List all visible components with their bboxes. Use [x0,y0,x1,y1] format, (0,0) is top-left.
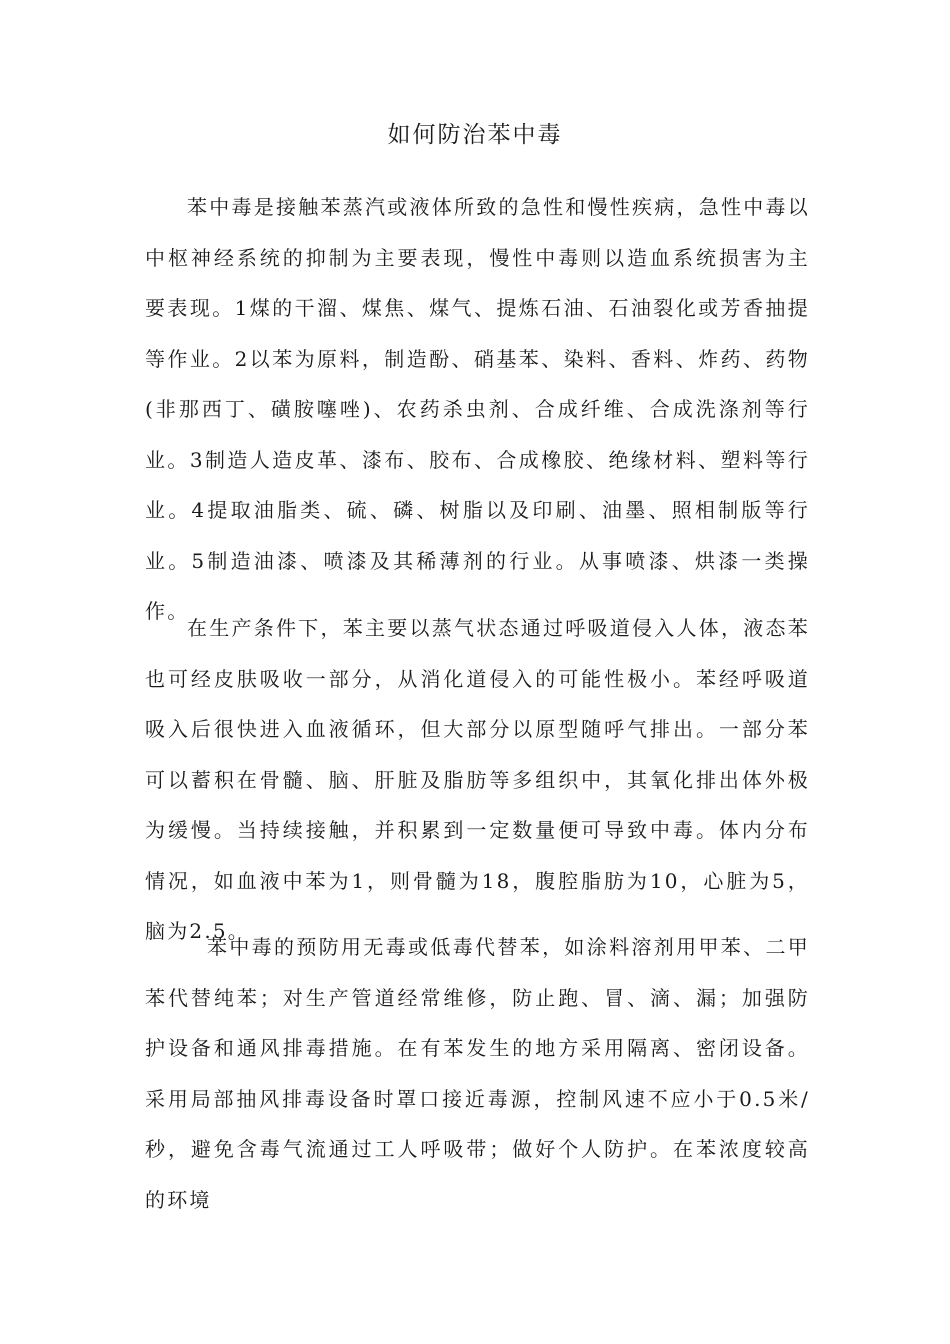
paragraph-block-2 [145,603,810,957]
paragraph-block-1 [145,182,810,637]
document-title: 如何防治苯中毒 [387,122,563,148]
paragraph-benzene-poisoning-overview: 苯中毒是接触苯蒸汽或液体所致的急性和慢性疾病，急性中毒以中枢神经系统的抑制为主要表现，慢性中毒则以造血系统损害为主要表现。1煤的干溜、煤焦、煤气、提炼石油、石油裂化或芳香抽提等作业。2以苯为原料，制造酚、硝基苯、染料、香料、炸药、药物(非那西丁、磺胺噻唑)、农药杀虫剂、合成纤维、合成洗涤剂等行业。3制造人造皮革、漆布、胶布、合成橡胶、绝缘材料、塑料等行业。4提取油脂类、硫、磷、树脂以及印刷、油墨、照相制版等行业。5制造油漆、喷漆及其稀薄剂的行业。从事喷漆、烘漆一类操作。 [145,195,810,623]
paragraph-block-3 [145,922,810,1225]
paragraph-absorption-and-distribution: 在生产条件下，苯主要以蒸气状态通过呼吸道侵入人体，液态苯也可经皮肤吸收一部分，从消化道侵入的可能性极小。苯经呼吸道吸入后很快进入血液循环，但大部分以原型随呼气排出。一部分苯可以蓄积在骨髓、脑、肝脏及脂肪等多组织中，其氧化排出体外极为缓慢。当持续接触，并积累到一定数量便可导致中毒。体内分布情况，如血液中苯为1，则骨髓为18，腹腔脂肪为10，心脏为5，脑为2.5。 [145,616,810,943]
paragraph-prevention-measures: 苯中毒的预防用无毒或低毒代替苯，如涂料溶剂用甲苯、二甲苯代替纯苯；对生产管道经常维修，防止跑、冒、滴、漏；加强防护设备和通风排毒措施。在有苯发生的地方采用隔离、密闭设备。采用局部抽风排毒设备时罩口接近毒源，控制风速不应小于0.5米/秒，避免含毒气流通过工人呼吸带；做好个人防护。在苯浓度较高的环境 [145,935,810,1212]
